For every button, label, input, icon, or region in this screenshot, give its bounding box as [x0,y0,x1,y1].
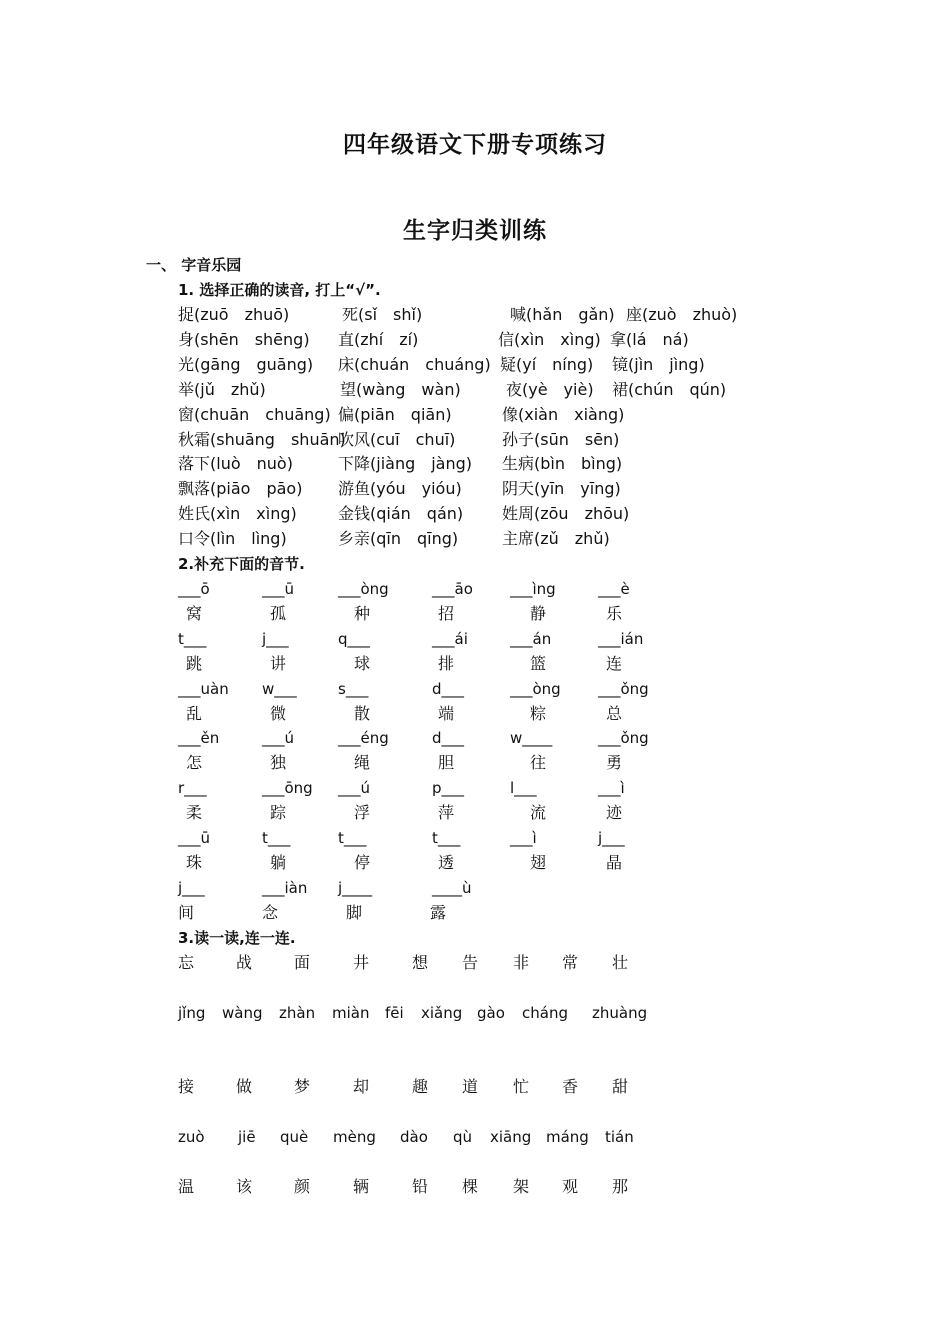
character: 乱 [186,703,203,723]
pinyin: què [280,1128,309,1146]
pinyin: tián [605,1128,634,1146]
pinyin-choice: 金钱(qián qán) [338,504,464,524]
character: 球 [354,653,371,673]
pinyin-choice: 镜(jìn jìng) [612,354,705,374]
pinyin-choice: 下降(jiàng jàng) [338,454,473,474]
pinyin-blank: j___ [178,878,205,897]
question-2-heading: 2.补充下面的音节. [178,555,305,573]
pinyin-blank: ___iàn [262,878,308,897]
character: 独 [270,753,287,773]
character: 观 [562,1177,579,1196]
pinyin: gào [477,1004,505,1022]
character: 该 [236,1177,253,1196]
pinyin-blank: ___ō [178,580,210,598]
pinyin-blank: ___ú [262,729,295,748]
character: 温 [178,1177,195,1196]
character: 浮 [354,803,371,823]
pinyin-blank: s___ [338,679,369,698]
pinyin-choice: 游鱼(yóu yióu) [338,479,462,499]
character: 想 [412,953,429,972]
pinyin-blank: ___ū [178,829,211,847]
character: 那 [612,1177,629,1196]
pinyin-blank: w___ [262,679,297,698]
pinyin-blank: t___ [432,829,461,847]
character: 翅 [530,853,547,872]
pinyin: zuò [178,1128,205,1146]
pinyin-blank: ___ì [598,779,625,798]
question-1-heading: 1. 选择正确的读音, 打上“√”. [178,281,381,299]
pinyin-choice: 姓氏(xìn xìng) [178,504,297,524]
pinyin-blank: ___án [510,629,552,648]
character: 接 [178,1077,195,1096]
character: 总 [606,703,623,723]
pinyin-blank: ___ōng [262,779,313,798]
pinyin-blank: ___ěn [178,729,220,748]
character: 散 [354,703,371,723]
pinyin-choice: 口令(lìn lìng) [178,529,287,549]
pinyin: jǐng [178,1004,206,1022]
character: 粽 [530,703,547,723]
pinyin: máng [546,1128,589,1146]
character: 脚 [346,902,363,922]
pinyin-blank: ___òng [510,679,561,698]
character: 往 [530,753,547,773]
pinyin-blank: j____ [338,878,373,897]
pinyin-choice: 座(zuò zhuò) [626,305,738,324]
character: 种 [354,604,371,623]
character: 端 [438,703,455,723]
character: 香 [562,1077,579,1096]
pinyin-choice: 乡亲(qīn qīng) [338,529,459,549]
character: 躺 [270,853,287,872]
pinyin-blank: q___ [338,629,371,648]
character: 棵 [462,1177,479,1196]
character: 做 [236,1077,253,1096]
pinyin-blank: ___uàn [178,679,229,698]
character: 柔 [186,803,203,823]
pinyin-choice: 落下(luò nuò) [178,454,293,474]
character: 辆 [353,1177,370,1196]
character: 非 [513,953,530,972]
pinyin-choice: 身(shēn shēng) [178,329,310,349]
pinyin-blank: j___ [262,629,289,648]
pinyin: fēi [385,1004,404,1022]
pinyin-choice: 生病(bìn bìng) [502,454,623,474]
pinyin-choice: 裙(chún qún) [612,379,727,399]
pinyin-choice: 疑(yí níng) [500,354,594,374]
question-3-heading: 3.读一读,连一连. [178,929,296,947]
pinyin-blank: l___ [510,779,537,798]
pinyin: mèng [333,1128,376,1146]
character: 排 [438,653,455,673]
character: 壮 [612,953,629,972]
pinyin-choice: 光(gāng guāng) [178,354,314,374]
pinyin-blank: ___ián [598,629,644,648]
pinyin-choice: 直(zhí zí) [338,329,419,349]
pinyin-blank: r___ [178,779,207,798]
pinyin: cháng [522,1004,568,1022]
character: 忙 [513,1077,530,1096]
pinyin-blank: ____ù [432,878,472,897]
pinyin-choice: 拿(lá ná) [610,329,689,349]
character: 透 [438,853,455,872]
character: 忘 [178,953,195,972]
pinyin-choice: 孙子(sūn sēn) [502,429,620,449]
page-subtitle: 生字归类训练 [403,218,547,244]
character: 流 [530,803,547,823]
character: 孤 [270,604,287,623]
character: 招 [438,604,455,623]
character: 连 [606,653,623,673]
pinyin-blank: d___ [432,679,465,698]
pinyin-blank: t___ [178,629,207,648]
pinyin-choice: 姓周(zōu zhōu) [502,504,630,524]
pinyin-blank: ___ú [338,779,371,798]
character: 常 [562,953,579,972]
pinyin: xiāng [490,1128,532,1146]
pinyin-choice: 像(xiàn xiàng) [502,404,625,424]
pinyin: jiē [238,1128,256,1146]
pinyin-choice: 秋霜(shuāng shuān) [178,429,346,449]
pinyin-choice: 举(jǔ zhǔ) [178,379,266,399]
pinyin-blank: ___òng [338,580,389,598]
character: 萍 [438,803,455,823]
character: 绳 [354,753,371,773]
pinyin: xiǎng [421,1004,463,1022]
character: 颜 [294,1177,311,1196]
pinyin-choice: 主席(zǔ zhǔ) [502,529,610,549]
character: 架 [513,1177,530,1196]
pinyin: zhuàng [592,1004,648,1022]
pinyin-choice: 飘落(piāo pāo) [178,479,303,499]
character: 跳 [186,653,203,673]
character: 停 [354,853,371,872]
character: 胆 [438,753,455,773]
character: 告 [462,953,479,972]
character: 间 [178,902,195,922]
character: 趣 [412,1077,429,1096]
pinyin-choice: 床(chuán chuáng) [338,354,491,374]
character: 勇 [606,753,623,773]
character: 甜 [612,1077,629,1096]
pinyin-blank: ___āo [432,580,473,598]
pinyin-blank: ___ái [432,629,468,648]
character: 怎 [186,753,203,773]
page-title: 四年级语文下册专项练习 [343,132,607,158]
pinyin: dào [400,1128,428,1146]
pinyin-blank: t___ [262,829,291,847]
pinyin-blank: ___ū [262,580,295,598]
pinyin-blank: ___ìng [510,580,556,598]
pinyin: miàn [332,1004,370,1022]
pinyin-choice: 吹风(cuī chuī) [338,429,456,449]
character: 面 [294,953,311,972]
character: 战 [236,953,253,972]
pinyin-blank: t___ [338,829,367,847]
pinyin-choice: 望(wàng wàn) [340,379,461,399]
character: 窝 [186,604,203,623]
character: 梦 [294,1077,311,1096]
pinyin-choice: 信(xìn xìng) [498,329,601,349]
pinyin-blank: d___ [432,729,465,748]
pinyin: zhàn [279,1004,316,1022]
pinyin: wàng [222,1004,263,1022]
pinyin-choice: 捉(zuō zhuō) [178,305,290,324]
character: 井 [353,953,370,972]
pinyin-blank: ___ǒng [598,679,649,698]
pinyin: qù [453,1128,473,1146]
pinyin-choice: 偏(piān qiān) [338,404,452,424]
character: 却 [353,1077,370,1096]
pinyin-blank: ___ì [510,829,537,847]
pinyin-choice: 喊(hǎn gǎn) [510,305,615,324]
pinyin-blank: j___ [598,829,625,847]
character: 道 [462,1077,479,1096]
character: 铅 [412,1177,429,1196]
character: 露 [430,902,447,922]
character: 珠 [186,853,203,872]
pinyin-choice: 窗(chuān chuāng) [178,404,331,424]
pinyin-choice: 夜(yè yiè) [506,379,594,399]
character: 篮 [530,653,547,673]
pinyin-blank: ___ǒng [598,729,649,748]
pinyin-blank: ___éng [338,729,389,748]
pinyin-blank: ___è [598,580,630,598]
character: 晶 [606,853,623,872]
character: 念 [262,902,279,922]
section-heading: 一、 字音乐园 [146,256,242,274]
character: 迹 [606,803,623,823]
pinyin-blank: w____ [510,729,553,748]
character: 微 [270,703,287,723]
character: 乐 [606,604,623,623]
character: 踪 [270,803,287,823]
pinyin-choice: 阴天(yīn yīng) [502,479,621,499]
character: 静 [530,604,547,623]
pinyin-choice: 死(sǐ shǐ) [342,305,423,324]
pinyin-blank: p___ [432,779,465,798]
character: 讲 [270,653,287,673]
